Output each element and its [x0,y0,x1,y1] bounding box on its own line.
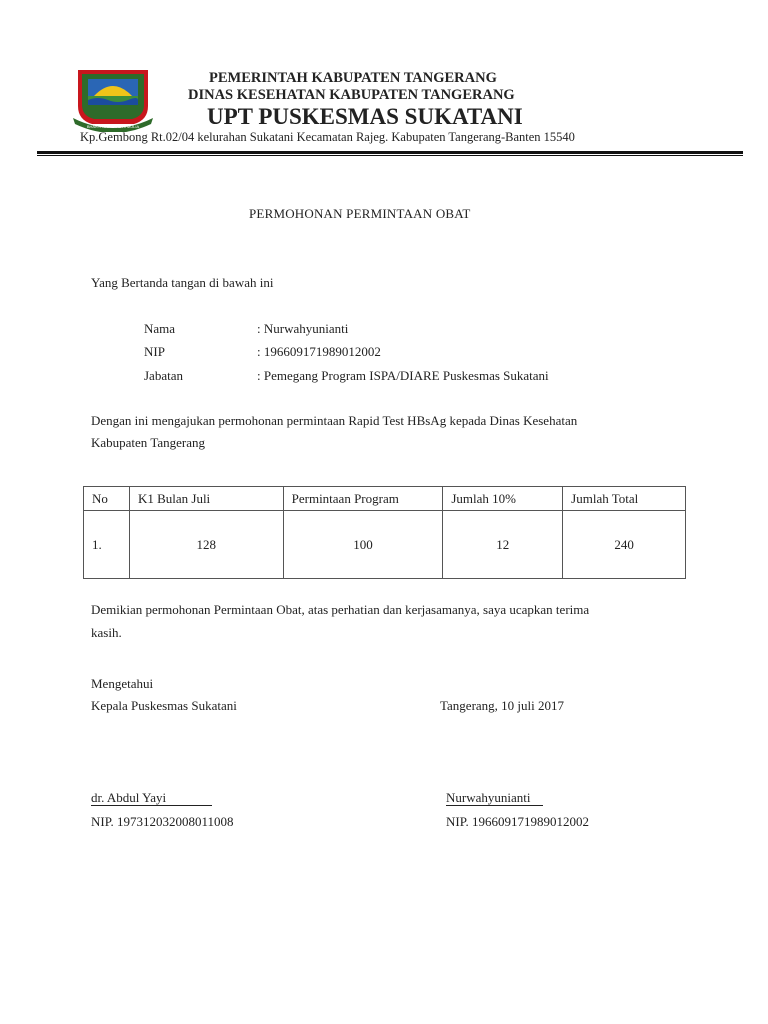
applicant-nip: NIP. 196609171989012002 [446,814,590,829]
request-text-line2: Kabupaten Tangerang [91,435,205,450]
regency-logo [72,66,154,132]
applicant-name: Nurwahyunianti [446,790,531,805]
head-nip: NIP. 197312032008011008 [91,814,234,829]
table-cell-k1: 128 [129,511,283,579]
head-position: Kepala Puskesmas Sukatani [91,698,237,713]
table-cell-no: 1. [84,511,130,579]
table-cell-program-request: 100 [283,511,443,579]
table-cell-ten-percent: 12 [443,511,563,579]
identity-value-name: : Nurwahyunianti [257,321,349,336]
closing-text-line1: Demikian permohonan Permintaan Obat, atas perhatian dan kerjasamanya, saya ucapkan terima [91,602,590,617]
intro-text: Yang Bertanda tangan di bawah ini [91,275,274,290]
table-header-row [84,487,686,511]
head-name-underline [91,805,212,806]
closing-text-line2: kasih. [91,625,122,640]
identity-value-position: : Pemegang Program ISPA/DIARE Puskesmas Sukatani [257,368,549,383]
identity-label-nip: NIP [144,344,165,359]
table-header-no: No [84,487,130,511]
header-rule-thin [37,155,743,156]
table-header-ten-percent: Jumlah 10% [443,487,563,511]
table-header-k1: K1 Bulan Juli [129,487,283,511]
request-text-line1: Dengan ini mengajukan permohonan permintaan Rapid Test HBsAg kepada Dinas Kesehatan [91,413,578,428]
letterhead-puskesmas: UPT PUSKESMAS SUKATANI [207,104,523,129]
table-header-total: Jumlah Total [563,487,686,511]
request-table [83,486,686,579]
acknowledge-label: Mengetahui [91,676,154,691]
identity-label-name: Nama [144,321,176,336]
identity-label-position: Jabatan [144,368,183,383]
applicant-name-underline [446,805,543,806]
table-row [84,511,686,579]
header-rule-thick [37,151,743,154]
head-name: dr. Abdul Yayi [91,790,167,805]
place-date: Tangerang, 10 juli 2017 [440,698,565,713]
letterhead-health-office: DINAS KESEHATAN KABUPATEN TANGERANG [188,87,515,103]
identity-value-nip: : 196609171989012002 [257,344,381,359]
table-header-program-request: Permintaan Program [283,487,443,511]
document-title: PERMOHONAN PERMINTAAN OBAT [249,206,471,221]
letterhead-address: Kp.Gembong Rt.02/04 kelurahan Sukatani Kecamatan Rajeg. Kabupaten Tangerang-Banten 15540 [80,130,575,144]
table-cell-total: 240 [563,511,686,579]
logo-motto: BHAKTI KARYA ADHI MULIA [86,124,140,129]
letterhead-government: PEMERINTAH KABUPATEN TANGERANG [209,70,497,86]
